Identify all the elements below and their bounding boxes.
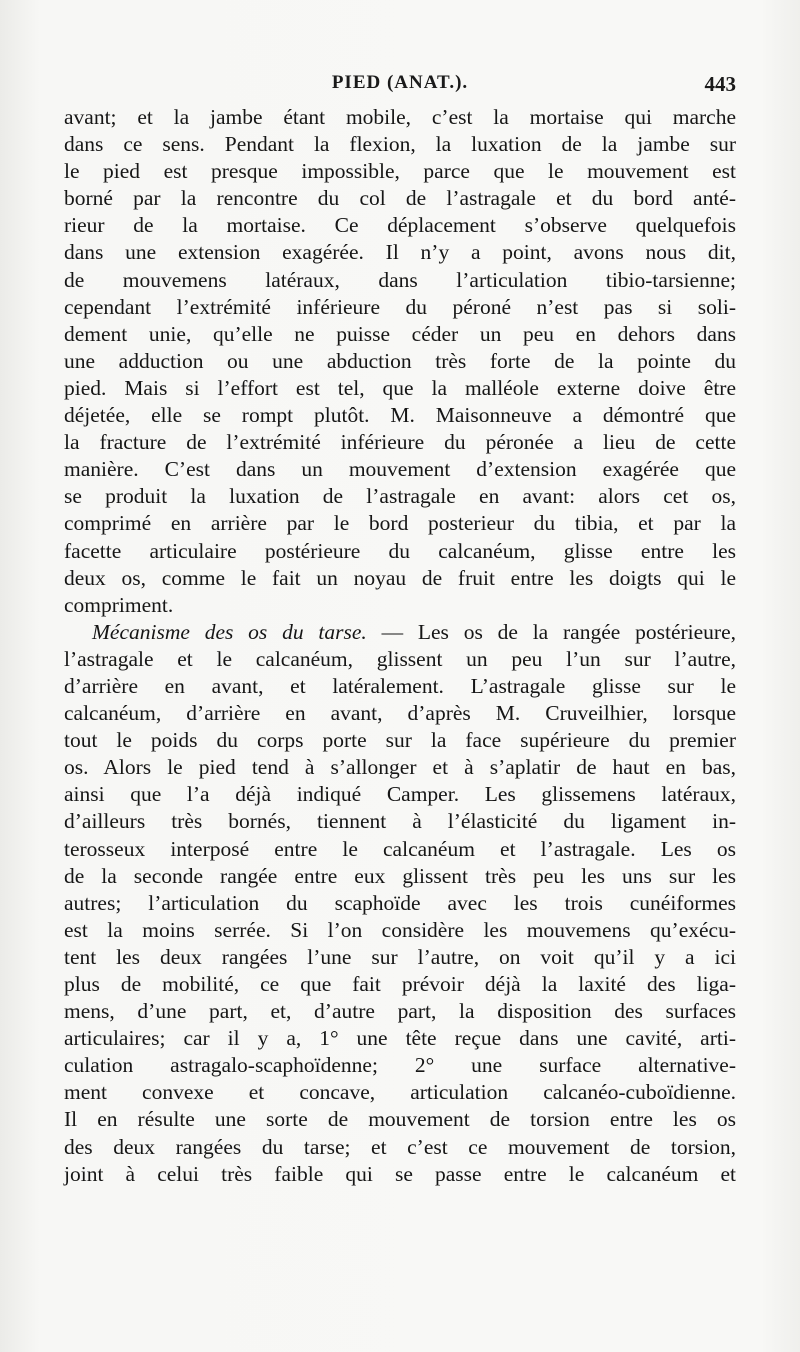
text-line: facette articulaire postérieure du calcanéum, glisse entre les (64, 538, 736, 563)
text-line: d’ailleurs très bornés, tiennent à l’élasticité du ligament in- (64, 809, 736, 834)
text-line: comprimé en arrière par le bord posterieur du tibia, et par la (64, 511, 736, 536)
text-line: calcanéum, d’arrière en avant, d’après M. Cruveilhier, lorsque (64, 701, 736, 726)
text-line: est la moins serrée. Si l’on considère les mouvemens qu’exécu- (64, 917, 736, 942)
text-line: l’astragale et le calcanéum, glissent un peu l’un sur l’autre, (64, 646, 736, 671)
text-line: compriment. (64, 592, 174, 617)
text-line: Il en résulte une sorte de mouvement de torsion entre les os (64, 1107, 736, 1132)
text-line: rieur de la mortaise. Ce déplacement s’observe quelquefois (64, 213, 736, 238)
text-line: ainsi que l’a déjà indiqué Camper. Les glissemens latéraux, (64, 782, 736, 807)
text-line: ment convexe et concave, articulation calcanéo-cuboïdienne. (64, 1080, 736, 1105)
text-line: le pied est presque impossible, parce que le mouvement est (64, 159, 736, 184)
text-line: dement unie, qu’elle ne puisse céder un peu en dehors dans (64, 321, 736, 346)
section-heading: Mécanisme des os du tarse. (92, 619, 367, 644)
heading-line-text: — Les os de la rangée postérieure, (381, 619, 736, 644)
text-line: une adduction ou une abduction très forte de la pointe du (64, 348, 736, 373)
body-text (64, 104, 736, 1188)
paragraph-tibio-tarsal (64, 104, 736, 619)
text-line: manière. C’est dans un mouvement d’extension exagérée que (64, 457, 736, 482)
text-line: terosseux interposé entre le calcanéum et l’astragale. Les os (64, 836, 736, 861)
text-line: autres; l’articulation du scaphoïde avec les trois cunéiformes (64, 890, 736, 915)
paragraph-tarsal-mechanism (64, 619, 736, 1188)
text-line: avant; et la jambe étant mobile, c’est la mortaise qui marche (64, 105, 736, 129)
text-line: des deux rangées du tarse; et c’est ce mouvement de torsion, (64, 1134, 736, 1159)
text-line: tent les deux rangées l’une sur l’autre, on voit qu’il y a ici (64, 944, 736, 969)
text-line: d’arrière en avant, et latéralement. L’astragale glisse sur le (64, 673, 736, 698)
text-line: os. Alors le pied tend à s’allonger et à s’aplatir de haut en bas, (64, 755, 736, 780)
text-line: de la seconde rangée entre eux glissent très peu les uns sur les (64, 863, 736, 888)
text-line: deux os, comme le fait un noyau de fruit entre les doigts qui le (64, 565, 736, 590)
text-line: borné par la rencontre du col de l’astragale et du bord anté- (64, 186, 736, 211)
running-title: PIED (ANAT.). (331, 72, 469, 93)
text-line: se produit la luxation de l’astragale en avant: alors cet os, (64, 484, 736, 509)
text-line (64, 619, 736, 646)
text-line: la fracture de l’extrémité inférieure du péronée a lieu de cette (64, 430, 736, 455)
text-line: dans une extension exagérée. Il n’y a point, avons nous dit, (64, 240, 736, 265)
page-number: 443 (704, 72, 736, 96)
text-line: mens, d’une part, et, d’autre part, la disposition des surfaces (64, 999, 736, 1024)
text-line: dans ce sens. Pendant la flexion, la luxation de la jambe sur (64, 132, 736, 157)
page-header (64, 72, 736, 98)
text-line: articulaires; car il y a, 1° une tête reçue dans une cavité, arti- (64, 1026, 736, 1051)
text-line: déjetée, elle se rompt plutôt. M. Maisonneuve a démontré que (64, 403, 736, 428)
text-line: cependant l’extrémité inférieure du péroné n’est pas si soli- (64, 294, 736, 319)
text-line: tout le poids du corps porte sur la face supérieure du premier (64, 728, 736, 753)
text-line: plus de mobilité, ce que fait prévoir déjà la laxité des liga- (64, 972, 736, 996)
text-line: joint à celui très faible qui se passe entre le calcanéum et (64, 1161, 736, 1186)
text-line: pied. Mais si l’effort est tel, que la malléole externe doive être (64, 375, 736, 400)
text-line: culation astragalo-scaphoïdenne; 2° une surface alternative- (64, 1053, 736, 1078)
text-line: de mouvemens latéraux, dans l’articulation tibio-tarsienne; (64, 267, 736, 292)
